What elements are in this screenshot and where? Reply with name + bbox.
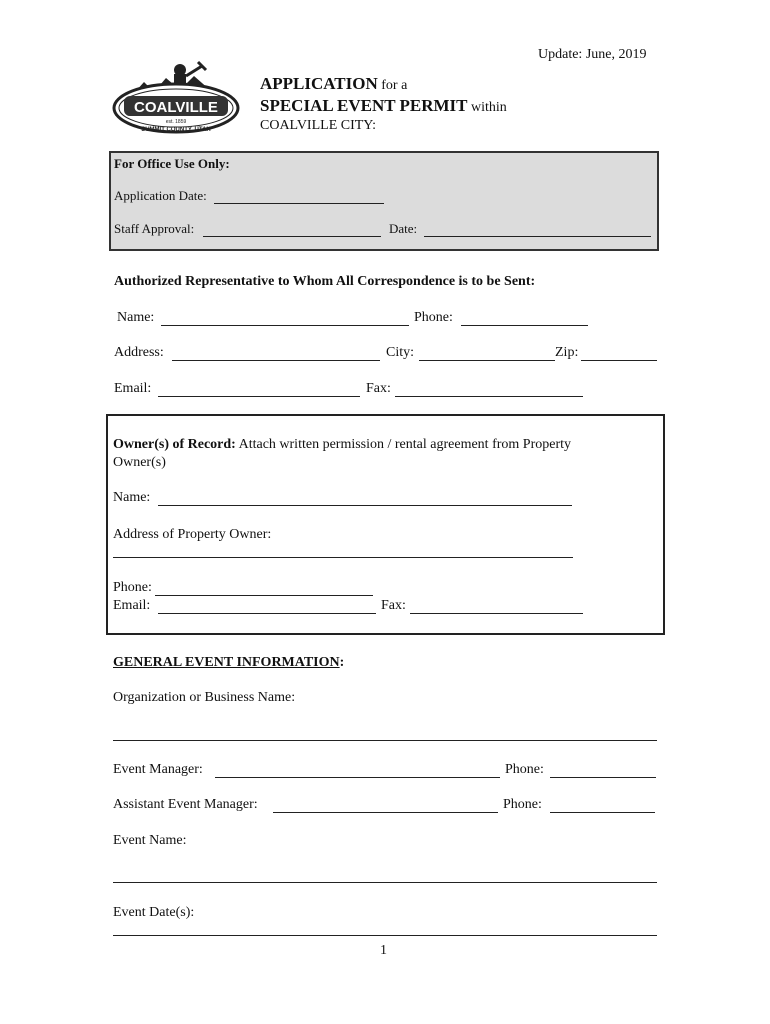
owner-fax-label: Fax:: [381, 598, 406, 613]
event-dates-label: Event Date(s):: [113, 905, 195, 920]
org-name-label: Organization or Business Name:: [113, 690, 296, 705]
title-line-2: SPECIAL EVENT PERMIT within: [260, 96, 507, 115]
assistant-manager-field[interactable]: [273, 812, 498, 813]
assistant-manager-phone-label: Phone:: [503, 797, 542, 812]
owner-phone-field[interactable]: [155, 595, 373, 596]
representative-heading: Authorized Representative to Whom All Correspondence is to be Sent:: [114, 274, 536, 289]
rep-name-field[interactable]: [161, 325, 409, 326]
owner-phone-label: Phone:: [113, 580, 152, 595]
rep-email-label: Email:: [114, 381, 152, 396]
rep-zip-field[interactable]: [581, 360, 657, 361]
event-manager-label: Event Manager:: [113, 762, 203, 777]
application-date-field[interactable]: [214, 203, 384, 204]
rep-zip-label: Zip:: [555, 345, 579, 360]
coalville-logo: [110, 60, 242, 138]
title-line-3: COALVILLE CITY:: [260, 118, 377, 133]
rep-name-label: Name:: [117, 310, 155, 325]
rep-email-field[interactable]: [158, 396, 360, 397]
office-date-label: Date:: [389, 221, 418, 236]
owner-heading-line: Owner(s) of Record: Attach written permission / rental agreement from Property: [113, 437, 571, 452]
owner-email-field[interactable]: [158, 613, 376, 614]
owner-address-label: Address of Property Owner:: [113, 527, 272, 542]
event-name-label: Event Name:: [113, 833, 187, 848]
event-manager-field[interactable]: [215, 777, 500, 778]
svg-text:COALVILLE: COALVILLE: [134, 99, 218, 116]
assistant-manager-phone-field[interactable]: [550, 812, 655, 813]
event-manager-phone-field[interactable]: [550, 777, 656, 778]
owner-name-label: Name:: [113, 490, 151, 505]
office-heading: For Office Use Only:: [114, 156, 230, 171]
rep-fax-label: Fax:: [366, 381, 391, 396]
office-date-field[interactable]: [424, 236, 651, 237]
svg-text:SUMMIT COUNTY, UTAH: SUMMIT COUNTY, UTAH: [141, 127, 211, 133]
staff-approval-field[interactable]: [203, 236, 381, 237]
event-manager-phone-label: Phone:: [505, 762, 544, 777]
rep-city-label: City:: [386, 345, 415, 360]
owner-fax-field[interactable]: [410, 613, 583, 614]
owner-name-field[interactable]: [158, 505, 572, 506]
title-line-1: APPLICATION for a: [260, 74, 408, 93]
event-name-field[interactable]: [113, 882, 657, 883]
rep-address-field[interactable]: [172, 360, 380, 361]
staff-approval-label: Staff Approval:: [114, 221, 195, 236]
rep-phone-field[interactable]: [461, 325, 588, 326]
owner-email-label: Email:: [113, 598, 151, 613]
org-name-field[interactable]: [113, 740, 657, 741]
update-date: Update: June, 2019: [538, 47, 647, 62]
owner-address-field[interactable]: [113, 557, 573, 558]
general-heading: GENERAL EVENT INFORMATION:: [113, 655, 345, 670]
rep-phone-label: Phone:: [414, 310, 453, 325]
application-date-label: Application Date:: [114, 188, 207, 203]
page-number: 1: [380, 943, 387, 958]
rep-address-label: Address:: [114, 345, 164, 360]
owner-instruction-line-2: Owner(s): [113, 455, 166, 470]
rep-city-field[interactable]: [419, 360, 555, 361]
assistant-manager-label: Assistant Event Manager:: [113, 797, 258, 812]
event-dates-field[interactable]: [113, 935, 657, 936]
rep-fax-field[interactable]: [395, 396, 583, 397]
svg-text:est. 1859: est. 1859: [165, 119, 187, 125]
